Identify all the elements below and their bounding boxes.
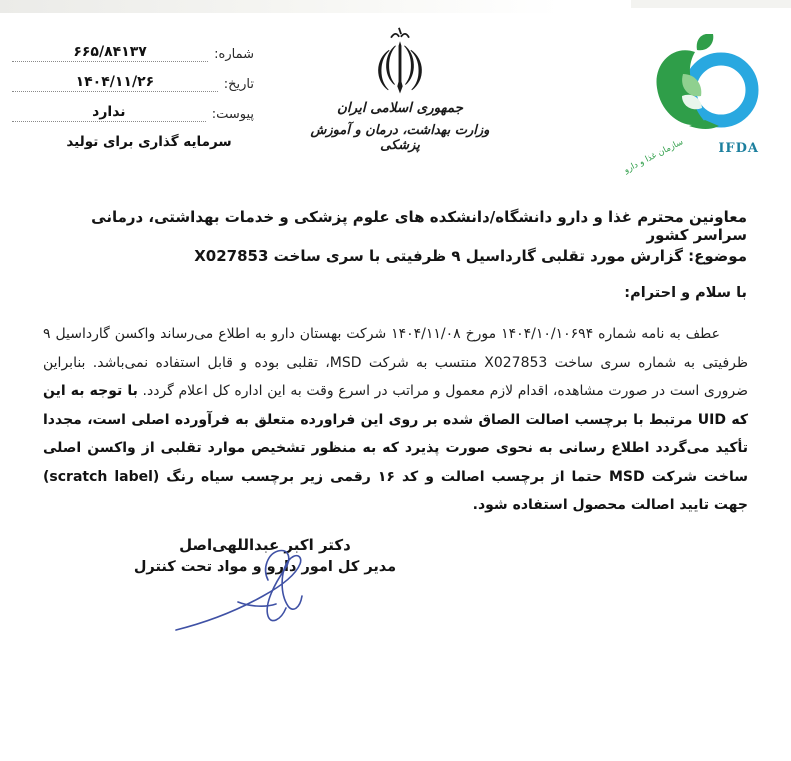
scan-artifact bbox=[631, 0, 791, 8]
ministry-name: وزارت بهداشت، درمان و آموزش پزشکی bbox=[310, 123, 490, 153]
letter-meta-block bbox=[12, 44, 254, 150]
letter-number-value: ۶۶۵/۸۴۱۳۷ bbox=[12, 44, 208, 62]
letter-number-label: شماره: bbox=[214, 47, 254, 62]
recipient-line: معاونین محترم غذا و دارو دانشگاه/دانشکده های علوم پزشکی و خدمات بهداشتی، درمانی سراسر کشور bbox=[91, 208, 747, 244]
ifda-org-name: سازمان غذا و دارو bbox=[622, 137, 685, 176]
letter-body bbox=[43, 320, 748, 520]
subject-line: موضوع: گزارش مورد تقلبی گارداسیل ۹ ظرفیتی با سری ساخت X027853 bbox=[194, 247, 747, 265]
letter-date-label: تاریخ: bbox=[223, 77, 254, 92]
letter-attachment-value: ندارد bbox=[12, 104, 206, 122]
government-letterhead bbox=[300, 26, 500, 153]
letter-attachment-label: پیوست: bbox=[211, 107, 254, 122]
letter-number-row bbox=[12, 44, 254, 62]
letter-date-row bbox=[12, 74, 254, 92]
signer-name: دکتر اکبر عبداللهی‌اصل bbox=[179, 536, 351, 554]
letter-date-value: ۱۴۰۴/۱۱/۲۶ bbox=[12, 74, 218, 92]
ifda-apple-icon bbox=[649, 34, 769, 138]
signer-title: مدیر کل امور دارو و مواد تحت کنترل bbox=[133, 559, 397, 575]
iran-emblem-icon bbox=[368, 26, 432, 98]
signature-block bbox=[130, 536, 400, 575]
ifda-logo bbox=[622, 34, 769, 176]
salutation-line: با سلام و احترام: bbox=[624, 285, 747, 301]
production-investment-slogan: سرمایه گذاری برای تولید bbox=[66, 134, 232, 150]
scan-artifact bbox=[0, 0, 560, 13]
body-normal-text: عطف به نامه شماره ۱۴۰۴/۱۰/۱۰۶۹۴ مورخ ۱۴۰۴/۱۱/۰۸ شرکت بهستان دارو به اطلاع می‌رساند واکسن گارداسیل ۹ ظرفیتی به شماره سری ساخت X027853 منتسب به شرکت MSD، تقلبی بوده و قابل استفاده نمی‌باشد. بنابراین ضروری است در صورت مشاهده، اقدام لازم معمول و مراتب در اسرع وقت به این اداره کل اعلام گردد. bbox=[43, 326, 748, 399]
ifda-acronym-text: IFDA bbox=[718, 141, 759, 156]
body-bold-text: با توجه به این که UID مرتبط با برچسب اصالت الصاق شده بر روی این فراورده متعلق به فرآورده اصلی است، مجددا تأکید می‌گردد اطلاع رسانی به نحوی صورت پذیرد که به منظور تشخیص موارد تقلبی از واکسن اصلی ساخت شرکت MSD حتما از برچسب اصالت و کد ۱۶ رقمی زیر برچسب سیاه رنگ (scratch label) جهت تایید اصالت محصول استفاده شود. bbox=[43, 383, 748, 513]
letter-attachment-row bbox=[12, 104, 254, 122]
country-name: جمهوری اسلامی ایران bbox=[336, 100, 464, 116]
